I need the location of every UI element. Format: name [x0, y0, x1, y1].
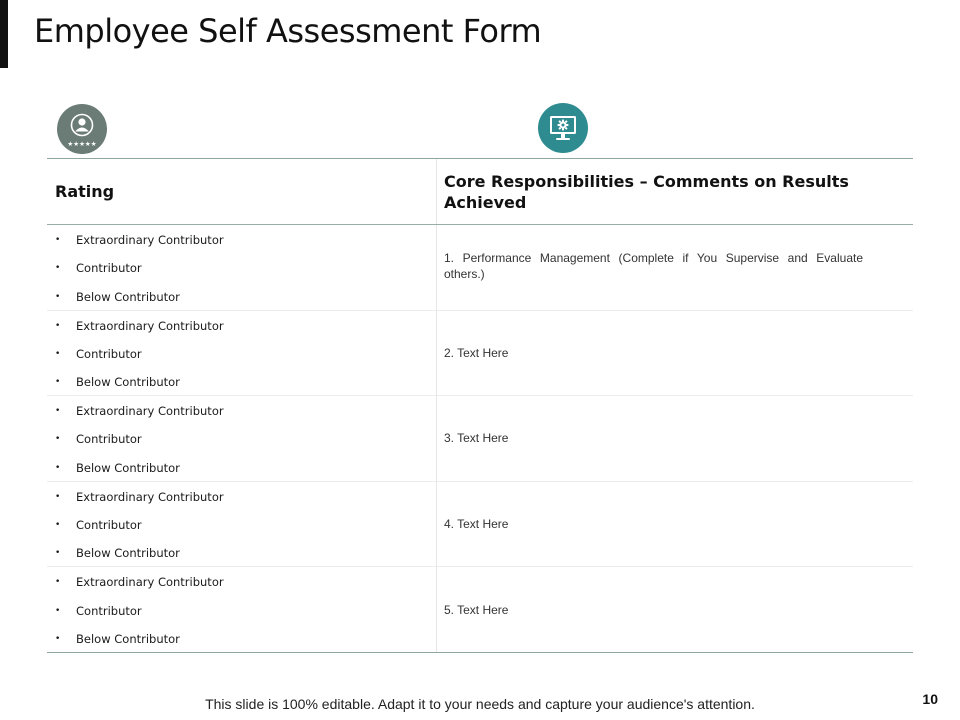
- rating-option: [47, 403, 436, 419]
- rating-options-cell: [47, 482, 437, 567]
- rating-option-label: Contributor: [76, 346, 142, 361]
- responsibility-comment-cell: 1. Performance Management (Complete if You Supervise and Evaluate others.): [444, 251, 863, 281]
- rating-option-label: Below Contributor: [76, 460, 180, 475]
- table-row: [47, 225, 913, 311]
- bullet-icon: •: [55, 548, 61, 559]
- rating-column-header: Rating: [47, 159, 437, 224]
- page-title: Employee Self Assessment Form: [34, 12, 542, 50]
- responsibility-comment-cell: 4. Text Here: [444, 517, 509, 532]
- responsibility-comment-cell: 2. Text Here: [444, 345, 509, 360]
- bullet-icon: •: [55, 605, 61, 616]
- bullet-icon: •: [55, 491, 61, 502]
- footer-text: This slide is 100% editable. Adapt it to your needs and capture your audience's attention.: [205, 696, 755, 712]
- rating-option-label: Extraordinary Contributor: [76, 233, 224, 247]
- rating-option: [47, 232, 436, 248]
- table-row: [47, 567, 913, 652]
- rating-option-label: Contributor: [76, 518, 142, 533]
- rating-option: [47, 631, 436, 647]
- rating-option-label: Contributor: [76, 261, 142, 276]
- rating-option-label: Contributor: [76, 432, 142, 447]
- rating-option: [47, 289, 436, 305]
- assessment-table: [47, 158, 913, 653]
- responsibility-comment-cell: 5. Text Here: [444, 602, 509, 617]
- bullet-icon: •: [55, 263, 61, 274]
- table-row: [47, 311, 913, 397]
- rating-option-label: Below Contributor: [76, 375, 180, 390]
- rating-option: [47, 489, 436, 505]
- rating-option-label: Extraordinary Contributor: [76, 404, 224, 419]
- bullet-icon: •: [55, 406, 61, 417]
- rating-option: [47, 574, 436, 590]
- user-rating-icon: [57, 104, 107, 154]
- bullet-icon: •: [55, 291, 61, 302]
- rating-option: [47, 346, 436, 362]
- bullet-icon: •: [55, 633, 61, 644]
- rating-option-label: Extraordinary Contributor: [76, 318, 224, 333]
- rating-option: [47, 374, 436, 390]
- rating-option: [47, 318, 436, 334]
- bullet-icon: •: [55, 320, 61, 331]
- bullet-icon: •: [55, 434, 61, 445]
- responsibility-comment-cell: 3. Text Here: [444, 431, 509, 446]
- table-header-row: [47, 159, 913, 225]
- rating-option: [47, 260, 436, 276]
- rating-option: [47, 603, 436, 619]
- rating-options-cell: [47, 311, 437, 396]
- bullet-icon: •: [55, 348, 61, 359]
- page-number: 10: [922, 691, 938, 707]
- bullet-icon: •: [55, 520, 61, 531]
- rating-options-cell: [47, 396, 437, 481]
- rating-options-cell: [47, 225, 437, 310]
- title-accent-bar: [0, 0, 8, 68]
- bullet-icon: •: [55, 462, 61, 473]
- table-body: [47, 225, 913, 652]
- core-responsibilities-column-header: Core Responsibilities – Comments on Results Achieved: [444, 171, 849, 212]
- bullet-icon: •: [55, 235, 61, 245]
- rating-option: [47, 545, 436, 561]
- rating-option-label: Extraordinary Contributor: [76, 489, 224, 504]
- rating-stars: ★★★★★: [67, 140, 97, 148]
- rating-option: [47, 431, 436, 447]
- rating-option-label: Below Contributor: [76, 289, 180, 304]
- rating-option: [47, 460, 436, 476]
- rating-option-label: Extraordinary Contributor: [76, 575, 224, 590]
- rating-option-label: Contributor: [76, 603, 142, 618]
- table-row: [47, 396, 913, 482]
- rating-option-label: Below Contributor: [76, 546, 180, 561]
- rating-options-cell: [47, 567, 437, 652]
- bullet-icon: •: [55, 577, 61, 588]
- table-row: [47, 482, 913, 568]
- rating-option-label: Below Contributor: [76, 631, 180, 646]
- rating-option: [47, 517, 436, 533]
- monitor-gear-icon: [538, 103, 588, 153]
- bullet-icon: •: [55, 377, 61, 388]
